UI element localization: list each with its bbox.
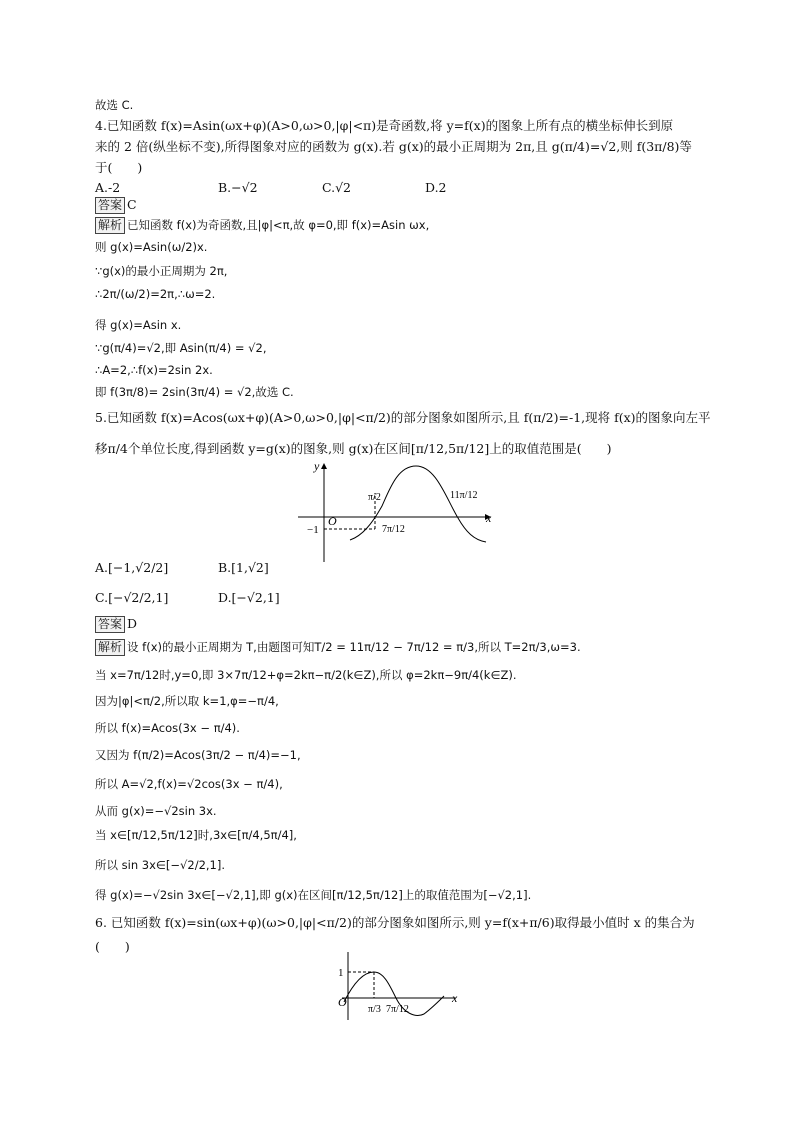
pi-third-label: π/3 [368,1004,381,1015]
answer-option[interactable]: C.√2 [322,180,352,195]
text-line [95,638,581,656]
problem5-graph [290,458,510,566]
line-text: 因为|φ|<π/2,所以取 k=1,φ=−π/4, [95,694,279,708]
answer-option[interactable]: B.[1,√2] [218,560,269,575]
text-line [95,316,181,334]
one-label: 1 [338,967,344,979]
answer-option[interactable]: A.[−1,√2/2] [95,560,169,575]
line-text: 得 g(x)=−√2sin 3x∈[−√2,1],即 g(x)在区间[π/12,5π/12]上的取值范围为[−√2,1]. [95,888,532,902]
text-line [95,196,137,214]
eleven-pi-12-label: 11π/12 [450,490,478,501]
seven-pi-12-label: 7π/12 [386,1004,409,1015]
text-line [95,96,133,114]
text-line [95,719,240,737]
label-tag: 解析 [95,217,125,234]
text-line [95,409,711,427]
text-line [95,159,142,177]
text-line [95,138,692,156]
neg-one-label: −1 [307,524,319,536]
text-line [95,361,213,379]
text-line [95,692,279,710]
line-text: 移π/4个单位长度,得到函数 y=g(x)的图象,则 g(x)在区间[π/12,5π/12]上的取值范围是( ) [95,441,612,456]
label-tag: 答案 [95,616,125,633]
x-label: x [452,991,458,1005]
line-text: 于( ) [95,160,143,175]
pi-half-label: π/2 [368,492,381,503]
line-text: ∵g(x)的最小正周期为 2π, [95,264,228,278]
text-line [95,826,297,844]
line-text: 得 g(x)=Asin x. [95,318,182,332]
line-text: 5.已知函数 f(x)=Acos(ωx+φ)(A>0,ω>0,|φ|<π/2)的部分图象如图所示,且 f(π/2)=-1,现将 f(x)的图象向左平 [95,410,711,425]
line-text: C [127,197,137,212]
text-line [95,802,217,820]
line-text: ( ) [95,939,130,954]
line-text: 所以 sin 3x∈[−√2/2,1]. [95,858,225,872]
line-text: 设 f(x)的最小正周期为 T,由题图可知T/2 = 11π/12 − 7π/12 = π/3,所以 T=2π/3,ω=3. [127,640,581,654]
problem6-graph [332,950,462,1022]
line-text: ∴A=2,∴f(x)=2sin 2x. [95,363,213,377]
seven-pi-12-label: 7π/12 [382,524,405,535]
answer-option[interactable]: C.[−√2/2,1] [95,590,169,605]
text-line [95,666,517,684]
line-text: 所以 f(x)=Acos(3x − π/4). [95,721,240,735]
text-line [95,440,612,458]
answer-option[interactable]: B.−√2 [218,180,258,195]
cosine-curve [350,466,486,542]
line-text: 又因为 f(π/2)=Acos(3π/2 − π/4)=−1, [95,748,301,762]
line-text: 当 x=7π/12时,y=0,即 3×7π/12+φ=2kπ−π/2(k∈Z),所以 φ=2kπ−9π/4(k∈Z). [95,668,517,682]
text-line [95,615,137,633]
line-text: 已知函数 f(x)为奇函数,且|φ|<π,故 φ=0,即 f(x)=Asin ωx, [127,218,430,232]
line-text: 6. 已知函数 f(x)=sin(ωx+φ)(ω>0,|φ|<π/2)的部分图象如图所示,则 y=f(x+π/6)取得最小值时 x 的集合为 [95,915,695,930]
text-line [95,856,225,874]
text-line [95,117,673,135]
y-label: y [314,459,320,473]
answer-option[interactable]: A.-2 [95,180,121,195]
text-line [95,285,215,303]
text-line [95,914,695,932]
text-line [95,262,227,280]
line-text: ∴2π/(ω/2)=2π,∴ω=2. [95,287,216,301]
line-text: 从而 g(x)=−√2sin 3x. [95,804,217,818]
line-text: 来的 2 倍(纵坐标不变),所得图象对应的函数为 g(x).若 g(x)的最小正周期为 2π,且 g(π/4)=√2,则 f(3π/8)等 [95,139,692,154]
label-tag: 解析 [95,639,125,656]
line-text: 当 x∈[π/12,5π/12]时,3x∈[π/4,5π/4], [95,828,297,842]
text-line [95,216,429,234]
line-text: 则 g(x)=Asin(ω/2)x. [95,240,208,254]
line-text: ∵g(π/4)=√2,即 Asin(π/4) = √2, [95,341,267,355]
origin-label: O [338,995,347,1009]
line-text: 故选 C. [95,98,134,112]
answer-option[interactable]: D.2 [425,180,447,195]
text-line [95,746,301,764]
x-label: x [486,511,492,525]
text-line [95,886,531,904]
text-line [95,775,283,793]
origin-label: O [328,514,337,528]
line-text: 4.已知函数 f(x)=Asin(ωx+φ)(A>0,ω>0,|φ|<π)是奇函数,将 y=f(x)的图象上所有点的横坐标伸长到原 [95,118,674,133]
text-line [95,383,294,401]
answer-option[interactable]: D.[−√2,1] [218,590,280,605]
text-line [95,339,266,357]
label-tag: 答案 [95,197,125,214]
line-text: 即 f(3π/8)= 2sin(3π/4) = √2,故选 C. [95,385,294,399]
line-text: D [127,616,138,631]
text-line [95,938,130,956]
line-text: 所以 A=√2,f(x)=√2cos(3x − π/4), [95,777,283,791]
text-line [95,238,207,256]
